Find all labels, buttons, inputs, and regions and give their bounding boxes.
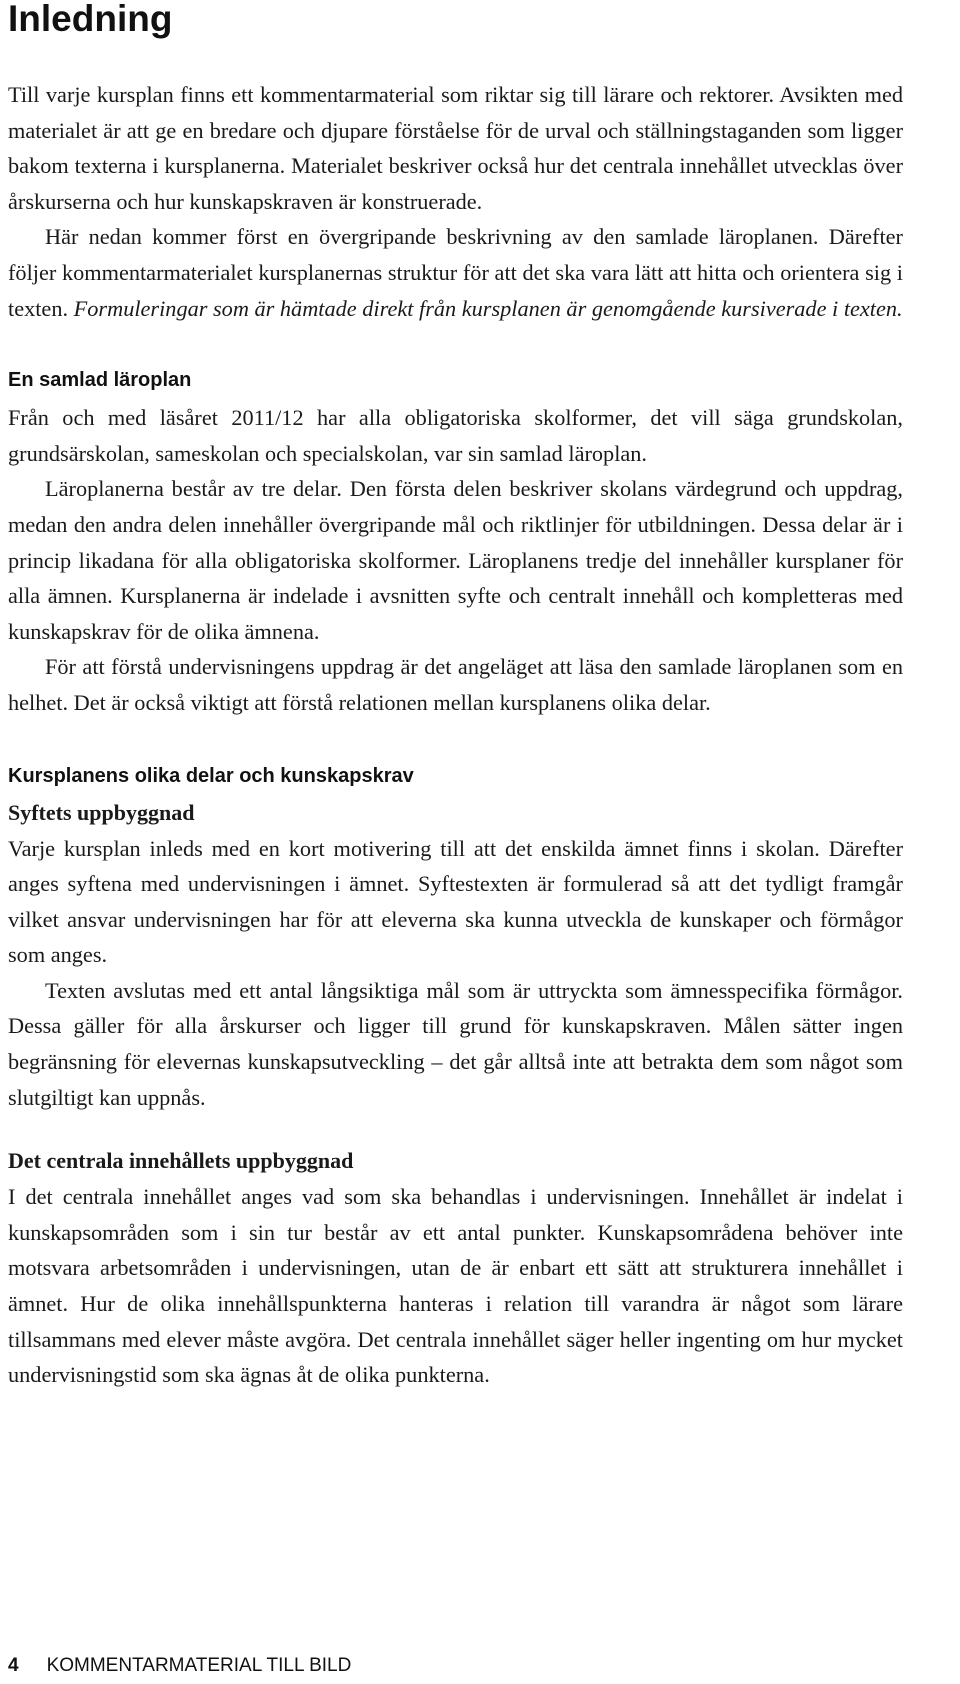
section-heading-samlad-laroplan: En samlad läroplan xyxy=(8,369,192,392)
page-number: 4 xyxy=(8,1655,19,1676)
intro-paragraph-2 xyxy=(8,219,903,326)
centralt-innehall-paragraph: I det centrala innehållet anges vad som ska behandlas i undervisningen. Innehållet är indelat i kunskapsområden som i sin tur består av ett antal punkter. Kunskapsområdena behöver inte motsvara arbetsområden i undervisningen, utan de är enbart ett sätt att strukturera innehållet i ämnet. Hur de olika innehållspunkterna hanteras i relation till varandra är något som lärare tillsammans med elever måste avgöra. Det centrala innehållet säger heller ingenting om hur mycket undervisningstid som ska ägnas åt de olika punkterna. xyxy=(8,1184,903,1388)
main-content xyxy=(8,77,903,1393)
section-heading-kursplanens-delar: Kursplanens olika delar och kunskapskrav xyxy=(8,764,414,787)
subheading-syftets-uppbyggnad: Syftets uppbyggnad xyxy=(8,799,195,825)
section1-paragraph-2: Läroplanerna består av tre delar. Den första delen beskriver skolans värdegrund och uppdrag, medan den andra delen innehåller övergripande mål och riktlinjer för utbildningen. Dessa delar är i princip likadana för alla obligatoriska skolformer. Läroplanens tredje del innehåller kursplaner för alla ämnen. Kursplanerna är indelade i avsnitten syfte och centralt innehåll och kompletteras med kunskapskrav för de olika ämnena. xyxy=(8,476,903,644)
page-title: Inledning xyxy=(8,0,173,39)
intro-paragraph-1: Till varje kursplan finns ett kommentarmaterial som riktar sig till lärare och rektorer. Avsikten med materialet är att ge en bredare och djupare förståelse för de urval och ställningstaganden som ligger bakom texterna i kursplanerna. Materialet beskriver också hur det centrala innehållet utvecklas över årskurserna och hur kunskapskraven är konstruerade. xyxy=(8,82,903,214)
intro-italic-note: Formuleringar som är hämtade direkt från kursplanen är genomgående kursiverade i texten. xyxy=(73,295,903,321)
section1-paragraph-1: Från och med läsåret 2011/12 har alla obligatoriska skolformer, det vill säga grundskolan, grundsärskolan, sameskolan och specialskolan, var sin samlad läroplan. xyxy=(8,405,903,466)
syfte-paragraph-2: Texten avslutas med ett antal långsiktiga mål som är uttryckta som ämnesspecifika förmågor. Dessa gäller för alla årskurser och ligger till grund för kunskapskraven. Målen sätter ingen begränsning för elevernas kunskapsutveckling – det går alltså inte att betrakta dem som något som slutgiltigt kan uppnås. xyxy=(8,977,903,1110)
page-footer xyxy=(8,1655,351,1677)
subheading-centrala-innehallet: Det centrala innehållets uppbyggnad xyxy=(8,1148,354,1174)
intro-paragraph-2-text: Här nedan kommer först en övergripande beskrivning av den samlade läroplanen. Därefter följer kommentarmaterialet kursplanernas struktur för att det ska vara lätt att hitta och orientera sig i texten. xyxy=(8,224,903,321)
syfte-paragraph-1: Varje kursplan inleds med en kort motivering till att det enskilda ämnet finns i skolan. Därefter anges syftena med undervisningen i ämnet. Syftestexten är formulerad så att det tydligt framgår vilket ansvar undervisningen har för att eleverna ska kunna utveckla de kunskaper och förmågor som anges. xyxy=(8,835,903,968)
section1-paragraph-3: För att förstå undervisningens uppdrag är det angeläget att läsa den samlade läroplanen som en helhet. Det är också viktigt att förstå relationen mellan kursplanens olika delar. xyxy=(8,654,903,715)
running-title: KOMMENTARMATERIAL TILL BILD xyxy=(46,1655,352,1676)
